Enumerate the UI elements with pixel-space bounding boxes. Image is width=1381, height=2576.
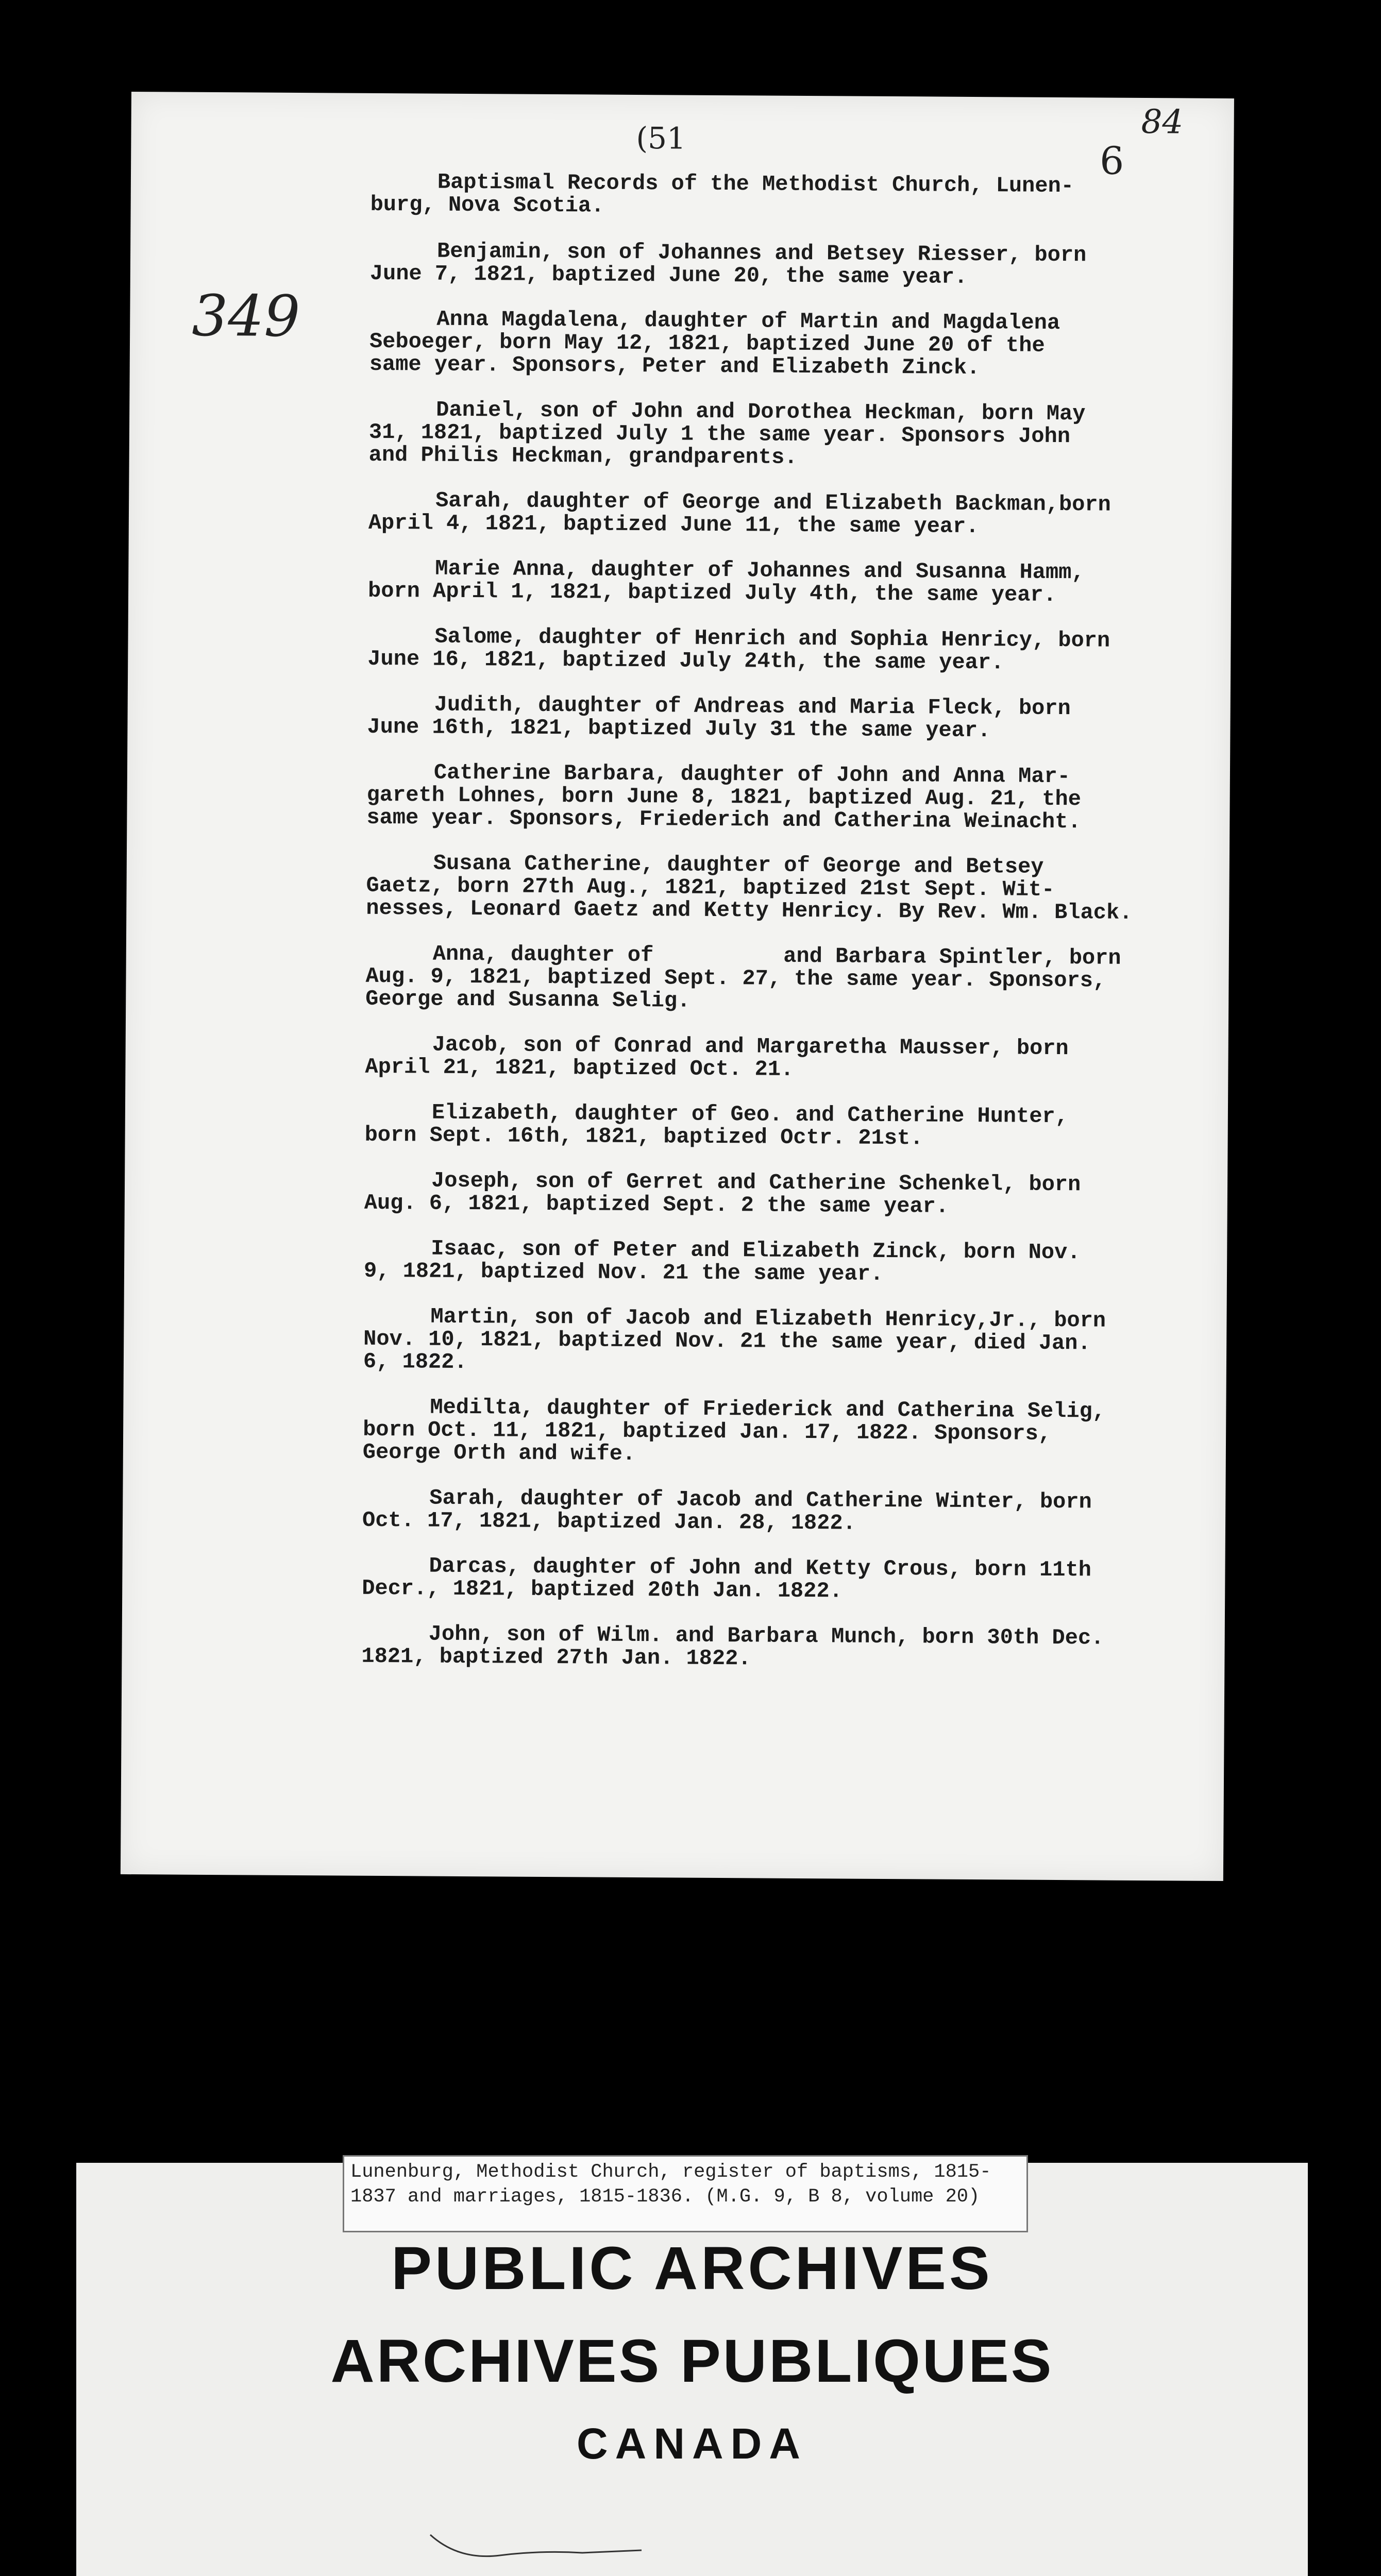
baptismal-records-text (361, 171, 1277, 1696)
pen-stroke-decoration (428, 2524, 644, 2566)
record-title: Baptismal Records of the Methodist Church, Lunen- burg, Nova Scotia. (370, 170, 1074, 218)
collection-description-tab (343, 2155, 1028, 2232)
document-page (121, 92, 1234, 1881)
record-entry: Catherine Barbara, daughter of John and Anna Mar- gareth Lohnes, born June 8, 1821, baptized Aug. 21, the same year. Sponsors, Friederich and Catherina Weinacht. (366, 760, 1082, 835)
record-entry: Elizabeth, daughter of Geo. and Catherine Hunter, born Sept. 16th, 1821, baptized Octr. 21st. (364, 1100, 1069, 1151)
record-entry: Daniel, son of John and Dorothea Heckman, born May 31, 1821, baptized July 1 the same year. Sponsors John and Philis Heckman, grandparents. (368, 397, 1086, 470)
public-archives-heading: PUBLIC ARCHIVES (391, 2234, 993, 2302)
canada-heading: CANADA (577, 2419, 807, 2468)
record-entry: Marie Anna, daughter of Johannes and Susanna Hamm, born April 1, 1821, baptized July 4th, the same year. (367, 556, 1085, 607)
record-entry: Salome, daughter of Henrich and Sophia Henricy, born June 16, 1821, baptized July 24th, the same year. (367, 624, 1110, 675)
record-entry: Medilta, daughter of Friederick and Catherina Selig, born Oct. 11, 1821, baptized Jan. 17, 1822. Sponsors, George Orth and wife. (362, 1395, 1106, 1467)
record-entry: Anna, daughter of and Barbara Spintler, born Aug. 9, 1821, baptized Sept. 27, the same year. Sponsors, George and Susanna Selig. (365, 941, 1121, 1013)
handwritten-top-mark: (51 (636, 120, 686, 156)
record-entry: Judith, daughter of Andreas and Maria Fleck, born June 16th, 1821, baptized July 31 the same year. (367, 692, 1071, 743)
handwritten-side-number: 349 (191, 282, 300, 350)
archives-publiques-heading: ARCHIVES PUBLIQUES (330, 2327, 1054, 2395)
record-entry: Sarah, daughter of Jacob and Catherine Winter, born Oct. 17, 1821, baptized Jan. 28, 1822. (362, 1485, 1092, 1536)
record-entry: Jacob, son of Conrad and Margaretha Mausser, born April 21, 1821, baptized Oct. 21. (365, 1032, 1069, 1082)
handwritten-page-number-84: 84 (1141, 103, 1184, 142)
record-entry: Martin, son of Jacob and Elizabeth Henricy,Jr., born Nov. 10, 1821, baptized Nov. 21 the same year, died Jan. 6, 1822. (363, 1304, 1106, 1375)
collection-description-line-2: 1837 and marriages, 1815-1836. (M.G. 9, B 8, volume 20) (350, 2186, 980, 2208)
collection-description-line-1: Lunenburg, Methodist Church, register of baptisms, 1815- (350, 2161, 991, 2183)
record-entry: John, son of Wilm. and Barbara Munch, born 30th Dec. 1821, baptized 27th Jan. 1822. (361, 1621, 1104, 1671)
record-entry: Joseph, son of Gerret and Catherine Schenkel, born Aug. 6, 1821, baptized Sept. 2 the same year. (364, 1168, 1081, 1219)
record-entry: Benjamin, son of Johannes and Betsey Riesser, born June 7, 1821, baptized June 20, the same year. (369, 239, 1087, 290)
record-entry: Sarah, daughter of George and Elizabeth Backman,born April 4, 1821, baptized June 11, the same year. (368, 488, 1111, 539)
handwritten-page-number-6: 6 (1099, 139, 1124, 183)
record-entry: Darcas, daughter of John and Ketty Crous, born 11th Decr., 1821, baptized 20th Jan. 1822. (362, 1553, 1092, 1604)
record-entry: Isaac, son of Peter and Elizabeth Zinck, born Nov. 9, 1821, baptized Nov. 21 the same year. (363, 1236, 1081, 1286)
record-entry: Anna Magdalena, daughter of Martin and Magdalena Seboeger, born May 12, 1821, baptized June 20 of the same year. Sponsors, Peter and Elizabeth Zinck. (369, 307, 1060, 381)
record-entry: Susana Catherine, daughter of George and Betsey Gaetz, born 27th Aug., 1821, baptized 21st Sept. Wit- nesses, Leonard Gaetz and Ketty Henricy. By Rev. Wm. Black. (366, 851, 1133, 925)
